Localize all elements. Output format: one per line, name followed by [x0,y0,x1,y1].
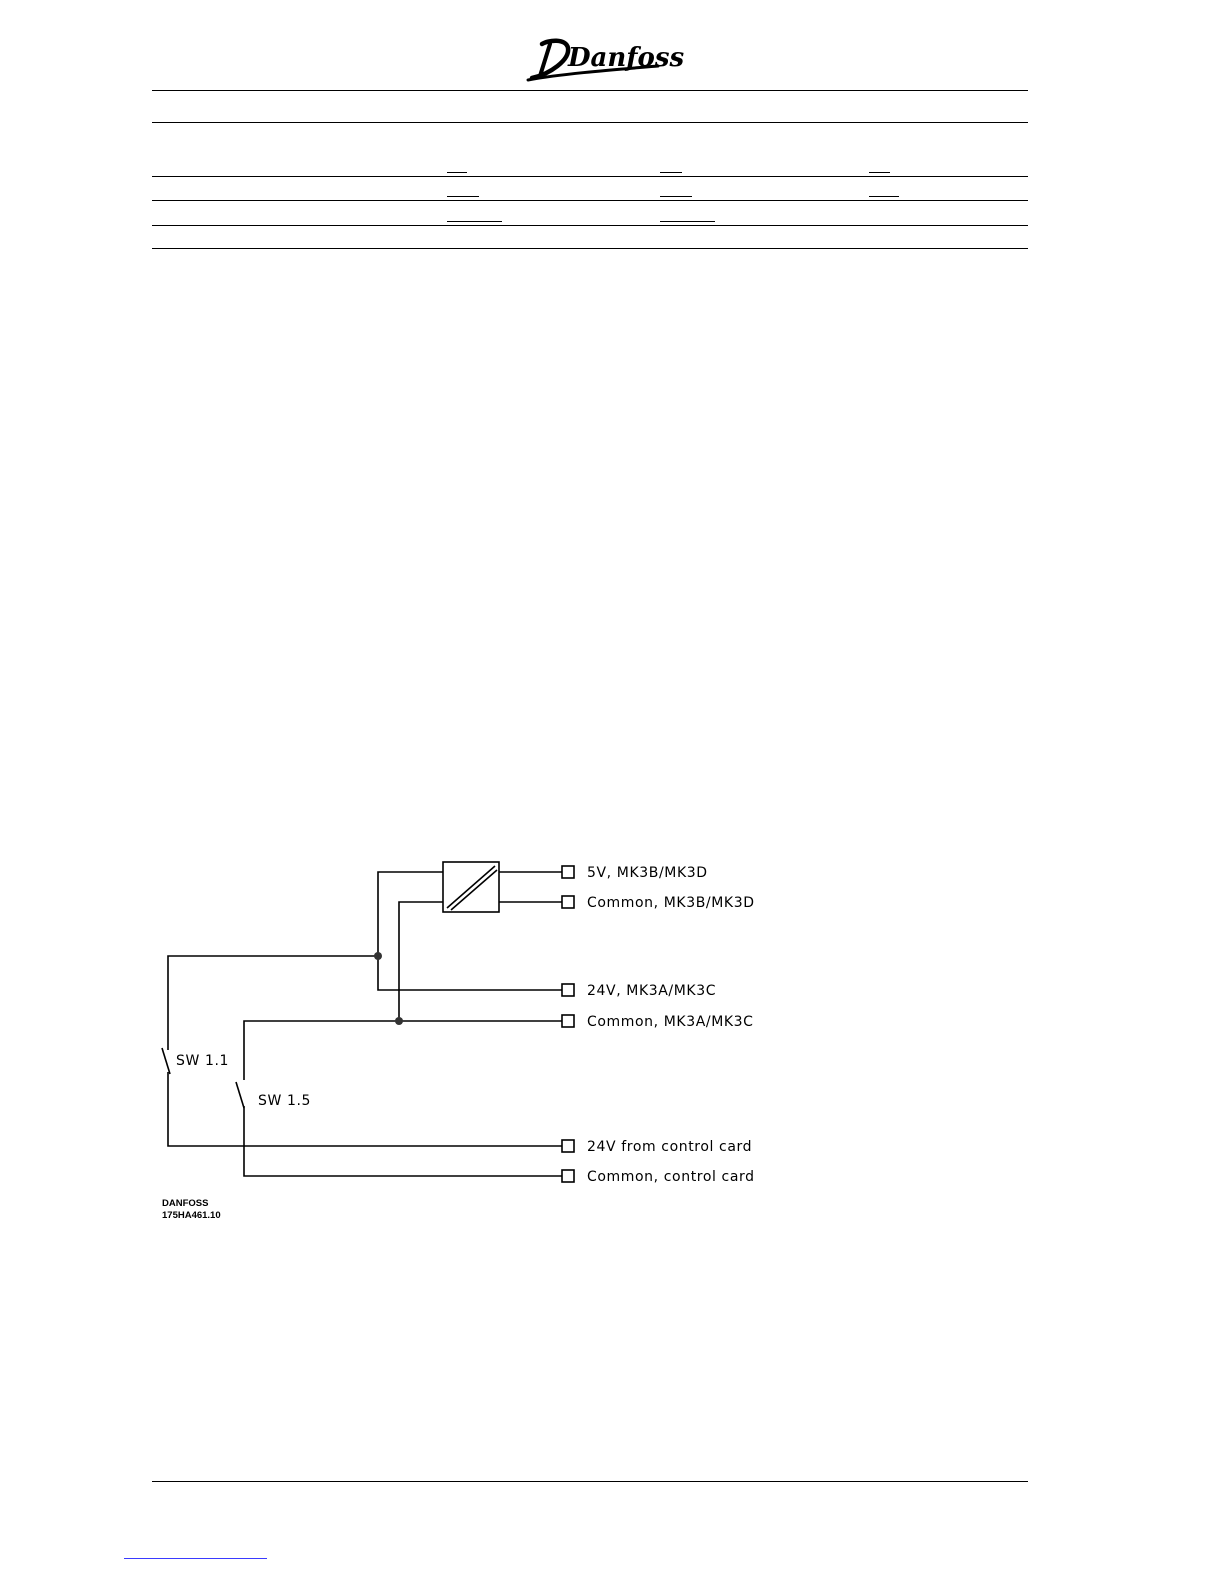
overline-r1-c2 [660,172,682,173]
converter-diagonal [447,866,495,908]
converter-diagonal-2 [451,870,497,910]
terminal-label-5v: 5V, MK3B/MK3D [587,865,708,881]
table-rule-4 [152,248,1028,249]
junction-dot-common [395,1017,403,1025]
header-rule-1 [152,90,1028,91]
switch-sw15-blade [236,1082,244,1108]
drawing-company: DANFOSS [162,1198,209,1209]
header-rule-2 [152,122,1028,123]
table-rule-1 [152,176,1028,177]
overline-r3-c1 [447,221,502,222]
danfoss-logo [520,30,685,86]
switch-label-sw11: SW 1.1 [176,1053,230,1069]
table-rule-3 [152,225,1028,226]
wire-common-control [244,1106,562,1176]
overline-r2-c2 [660,196,692,197]
footer-link-underline[interactable] [124,1558,267,1559]
wire-common-mk3a [244,1021,562,1080]
terminal-label-common-mk3b: Common, MK3B/MK3D [587,895,755,911]
wire-sw11-top [168,956,378,1050]
footer-rule [152,1481,1028,1482]
drawing-number: 175HA461.10 [162,1210,221,1221]
overline-r3-c2 [660,221,715,222]
overline-r1-c3 [869,172,890,173]
terminal-common-control [562,1170,574,1182]
overline-r1-c1 [447,172,467,173]
junction-dot-24v [374,952,382,960]
logo-wordmark: Danfoss [568,43,685,73]
terminal-24v-mk3a [562,984,574,996]
terminal-common-mk3b [562,896,574,908]
terminal-label-common-mk3a: Common, MK3A/MK3C [587,1014,754,1030]
switch-sw11-blade [162,1048,170,1074]
wiring-diagram [150,850,790,1230]
table-rule-2 [152,200,1028,201]
terminal-24v-control [562,1140,574,1152]
wire-24v-bus [378,872,562,990]
terminal-label-24v-control: 24V from control card [587,1139,753,1155]
wire-converter-common [399,902,443,1021]
terminal-label-common-control: Common, control card [587,1169,755,1185]
overline-r2-c3 [869,196,899,197]
overline-r2-c1 [447,196,479,197]
wire-24v-control [168,1072,562,1146]
switch-label-sw15: SW 1.5 [258,1093,312,1109]
terminal-common-mk3a [562,1015,574,1027]
terminal-5v [562,866,574,878]
terminal-label-24v-mk3a: 24V, MK3A/MK3C [587,983,717,999]
